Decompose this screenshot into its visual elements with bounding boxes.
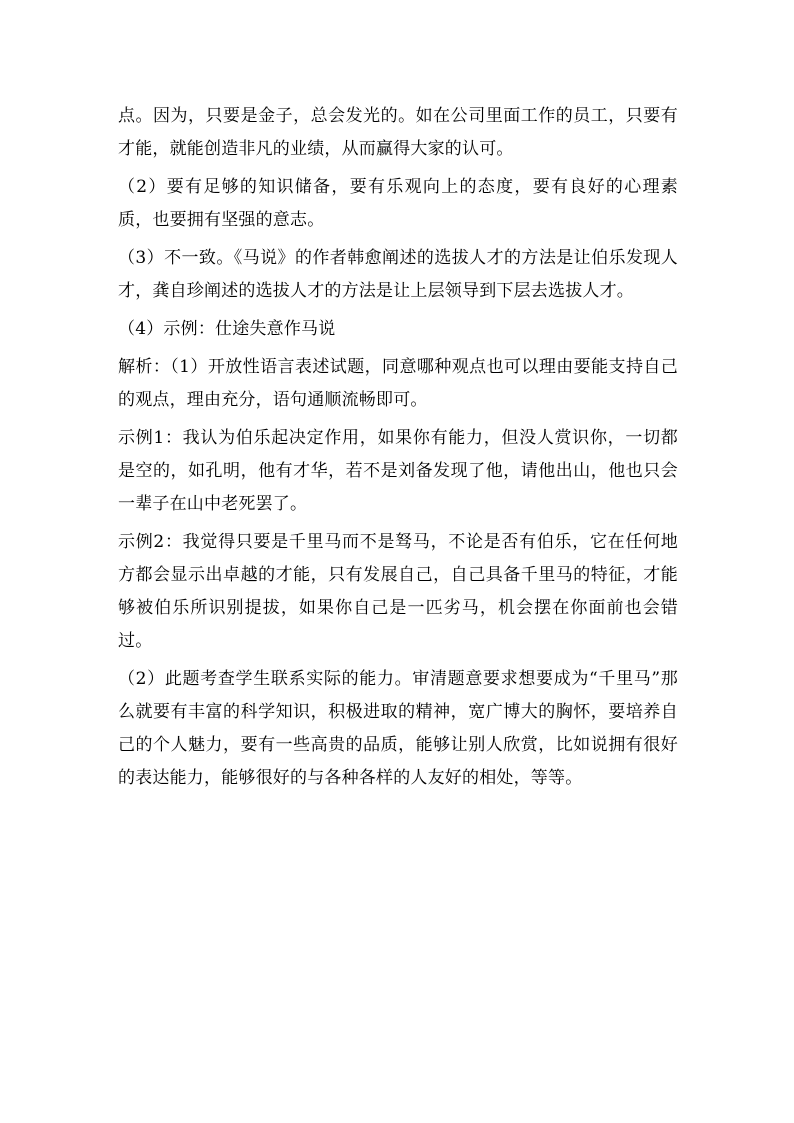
paragraph-continuation: 点。因为，只要是金子，总会发光的。如在公司里面工作的员工，只要有才能，就能创造非凡的业绩，从而赢得大家的认可。 — [118, 106, 678, 159]
paragraph-answer-2: （2）要有足够的知识储备，要有乐观向上的态度，要有良好的心理素质，也要拥有坚强的意志。 — [118, 177, 678, 230]
document-body — [118, 100, 678, 795]
paragraph-analysis-1: 解析：（1）开放性语言表述试题，同意哪种观点也可以理由要能支持自己的观点，理由充分，语句通顺流畅即可。 — [118, 357, 678, 410]
paragraph-answer-4: （4）示例：仕途失意作马说 — [118, 319, 336, 339]
paragraph-example-1: 示例1：我认为伯乐起决定作用，如果你有能力，但没人赏识你，一切都是空的，如孔明，他有才华，若不是刘备发现了他，请他出山，他也只会一辈子在山中老死罢了。 — [118, 428, 678, 514]
paragraph-example-2: 示例2：我觉得只要是千里马而不是驽马，不论是否有伯乐，它在任何地方都会显示出卓越的才能，只有发展自己，自己具备千里马的特征，才能够被伯乐所识别提拔，如果你自己是一匹劣马，机会摆在你面前也会错过。 — [118, 532, 678, 651]
paragraph-answer-3: （3）不一致。《马说》的作者韩愈阐述的选拔人才的方法是让伯乐发现人才，龚自珍阐述的选拔人才的方法是让上层领导到下层去选拔人才。 — [118, 248, 678, 301]
paragraph-analysis-2: （2）此题考查学生联系实际的能力。审清题意要求想要成为“千里马”那么就要有丰富的科学知识，积极进取的精神，宽广博大的胸怀，要培养自己的个人魅力，要有一些高贵的品质，能够让别人欣赏，比如说拥有很好的表达能力，能够很好的与各种各样的人友好的相处，等等。 — [118, 669, 678, 788]
